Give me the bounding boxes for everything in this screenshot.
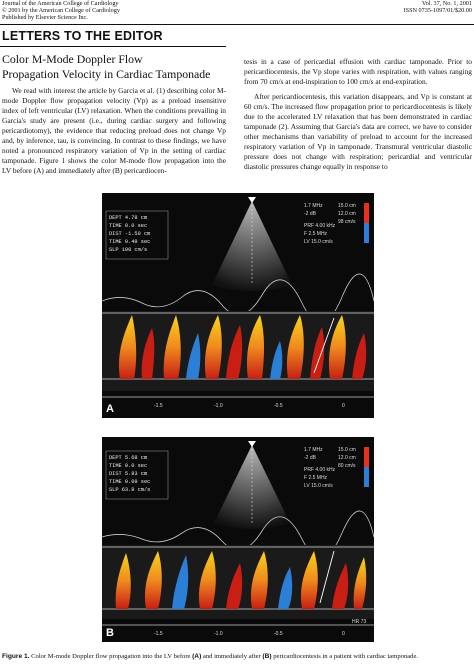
journal-name: Journal of the American College of Cardiology <box>2 0 119 7</box>
overlay-a-5: SLP 100 cm/s <box>109 247 148 253</box>
caption-text-3: pericardiocentesis in a patient with cardiac tamponade. <box>271 653 419 660</box>
caption-text-2: and immediately after <box>201 653 263 660</box>
overlay-a-4: TIME 0.49 sec <box>109 239 151 245</box>
overlay-a-1: DEPT 4.78 cm <box>109 215 148 221</box>
setting-b-4: F 2.5 MHz <box>304 475 328 481</box>
scale-a-1: 15.0 cm <box>338 203 356 209</box>
article-title <box>2 52 210 82</box>
right-paragraph-1: tesis in a case of pericardial effusion with cardiac tamponade. Prior to pericardiocentesis, the Vp slope varies with respiration, with values ranging from 70 cm/s at end-inspiration to 100 cm/s at end-expiration. <box>244 57 472 87</box>
panel-letter-a: A <box>106 403 114 415</box>
scale-a-2: 12.0 cm <box>338 211 356 217</box>
article-title-line-1: Color M-Mode Doppler Flow <box>2 52 143 66</box>
overlay-a-2: TIME 0.0 sec <box>109 223 148 229</box>
tick-a-2: -1.0 <box>214 403 223 409</box>
scale-b-1: 15.0 cm <box>338 447 356 453</box>
scale-b-3: 80 cm/s <box>338 463 356 469</box>
copyright-line: © 2001 by the American College of Cardiology <box>2 7 120 15</box>
caption-a: (A) <box>192 653 202 660</box>
scale-b-2: 12.0 cm <box>338 455 356 461</box>
caption-text-1: Color M-mode Doppler flow propagation into the LV before <box>29 653 193 660</box>
setting-a-1: 1.7 MHz <box>304 203 323 209</box>
overlay-b-5: SLP 63.8 cm/s <box>109 487 151 493</box>
scale-a-3: 98 cm/s <box>338 219 356 225</box>
article-title-line-2: Propagation Velocity in Cardiac Tamponade <box>2 67 211 81</box>
panel-letter-b: B <box>106 627 114 639</box>
journal-header-right <box>404 0 472 14</box>
tick-b-3: -0.5 <box>274 631 283 637</box>
tick-a-1: -1.5 <box>154 403 163 409</box>
figure-panel-b <box>102 437 374 642</box>
overlay-b-1: DEPT 5.68 cm <box>109 455 148 461</box>
setting-a-3: PRF 4.00 kHz <box>304 223 336 229</box>
section-title: LETTERS TO THE EDITOR <box>2 29 163 43</box>
right-paragraph-2: After pericardiocentesis, this variation disappears, and Vp is constant at 60 cm/s. The increased flow propagation prior to pericardiocentesis is likely due to the accelerated LV relaxation that has been demonstrated in cardiac tamponade (2). Assuming that Garcia's data are correct, we have to consider other mechanisms than variability of preload to account for the increased respiratory variation of Vp in tamponade. Transmural ventricular diastolic pressure does not change with respiration; pericardial and ventricular diastolic pressures change equally in response to <box>244 92 472 172</box>
doppler-image-a <box>102 193 374 418</box>
caption-b: (B) <box>262 653 272 660</box>
volume-line: Vol. 37, No. 1, 2001 <box>421 0 472 7</box>
tick-b-1: -1.5 <box>154 631 163 637</box>
overlay-b-4: TIME 0.09 sec <box>109 479 151 485</box>
figure-caption <box>2 653 472 661</box>
tick-a-4: 0 <box>342 403 345 409</box>
overlay-b-2: TIME 0.0 sec <box>109 463 148 469</box>
left-paragraph-1: We read with interest the article by Garcia et al. (1) describing color M-mode Doppler flow propagation velocity (Vp) as a preload insensitive index of left ventricular (LV) relaxation. When the conditions prevailing in Garcia's study are present (i.e., during cardiac surgery and following pericardiotomy), the evidence that reducing preload does not change Vp and, by inference, tau, is convincing. In contrast to these findings, we have noted a pronounced respiratory variation of Vp in the setting of cardiac tamponade. Figure 1 shows the color M-mode flow propagation into the LV before (A) and immediately after (B) pericardiocen- <box>2 86 226 176</box>
setting-b-5: LV 15.0 cm/s <box>304 483 333 489</box>
setting-b-1: 1.7 MHz <box>304 447 323 453</box>
setting-a-2: -2 dB <box>304 211 316 217</box>
header-rule <box>0 24 474 25</box>
tick-a-3: -0.5 <box>274 403 283 409</box>
left-column <box>2 86 226 176</box>
section-rule <box>0 46 226 47</box>
setting-b-3: PRF 4.00 kHz <box>304 467 336 473</box>
setting-a-5: LV 15.0 cm/s <box>304 239 333 245</box>
issn-line: ISSN 0735-1097/01/$20.00 <box>403 7 472 15</box>
overlay-b-3: DIST 5.83 cm <box>109 471 148 477</box>
overlay-a-3: DIST -1.50 cm <box>109 231 151 237</box>
hr-label-b: HR 73 <box>352 619 367 625</box>
publisher-line: Published by Elsevier Science Inc. <box>2 14 88 22</box>
setting-a-4: F 2.5 MHz <box>304 231 328 237</box>
caption-label: Figure 1. <box>2 653 30 660</box>
figure-panel-a <box>102 193 374 418</box>
tick-b-4: 0 <box>342 631 345 637</box>
right-column <box>244 57 472 173</box>
tick-b-2: -1.0 <box>214 631 223 637</box>
journal-header-left <box>2 0 120 22</box>
setting-b-2: -2 dB <box>304 455 316 461</box>
doppler-image-b <box>102 437 374 642</box>
